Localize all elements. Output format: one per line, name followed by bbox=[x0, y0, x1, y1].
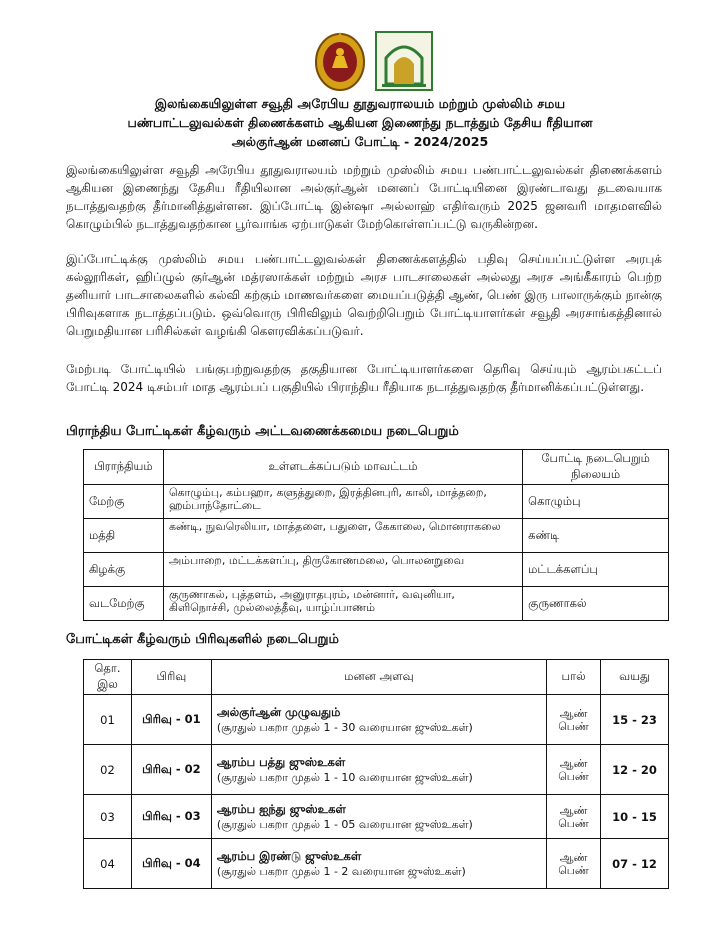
logo-strip bbox=[0, 30, 720, 94]
division-cell: பிரிவு - 04 bbox=[131, 839, 211, 889]
districts-cell: குருணாகல், புத்தளம், அனுராதபுரம், மன்னார், வவுனியா, கிளிநொச்சி, முல்லைத்தீவு, யாழ்ப்பாணம் bbox=[163, 587, 522, 621]
districts-cell: அம்பாறை, மட்டக்களப்பு, திருகோணமலை, பொலனறுவை bbox=[163, 553, 522, 587]
districts-cell: கண்டி, நுவரெலியா, மாத்தளை, பதுளை, கேகாலை, மொனராகலை bbox=[163, 519, 522, 553]
level-detail: (சூரதுல் பகறா முதல் 1 - 05 வரையான ஜுஸ்உகள்) bbox=[216, 818, 473, 831]
header-age: வயது bbox=[601, 660, 669, 695]
level-cell bbox=[211, 839, 546, 889]
region-cell: மத்தி bbox=[84, 519, 164, 553]
table-row bbox=[84, 745, 669, 795]
venue-cell: கண்டி bbox=[523, 519, 669, 553]
division-cell: பிரிவு - 03 bbox=[131, 795, 211, 839]
table-header-row bbox=[84, 450, 669, 485]
table-row bbox=[84, 795, 669, 839]
number-cell: 02 bbox=[84, 745, 132, 795]
title-line-2: பண்பாட்டலுவல்கள் திணைக்களம் ஆகியன இணைந்து நடாத்தும் தேசிய ரீதியான bbox=[127, 115, 593, 130]
title-line-3: அல்குர்ஆன் மனனப் போட்டி - 2024/2025 bbox=[231, 134, 489, 149]
division-cell: பிரிவு - 01 bbox=[131, 695, 211, 745]
header-number: தொ. இல bbox=[84, 660, 132, 695]
level-title: ஆரம்ப இரண்டு ஜுஸ்உகள் bbox=[216, 849, 362, 863]
header-districts: உள்ளடக்கப்படும் மாவட்டம் bbox=[163, 450, 522, 485]
header-division: பிரிவு bbox=[131, 660, 211, 695]
header-venue: போட்டி நடைபெறும் நிலையம் bbox=[523, 450, 669, 485]
level-title: அல்குர்ஆன் முழுவதும் bbox=[216, 705, 341, 719]
preliminary-paragraph: மேற்படி போட்டியில் பங்குபற்றுவதற்கு தகுதியான போட்டியாளர்களை தெரிவு செய்யும் ஆரம்பகட்டப் போட்டி 2024 டிசம்பர் மாத ஆரம்பப் பகுதியில் பிராந்திய ரீதியாக நடாத்துவதற்கு தீர்மானிக்கப்பட்டுள்ளது. bbox=[66, 362, 662, 394]
regional-heading: பிராந்திய போட்டிகள் கீழ்வரும் அட்டவணைக்கமைய நடைபெறும் bbox=[66, 424, 459, 439]
region-cell: மேற்கு bbox=[84, 485, 164, 519]
region-cell: கிழக்கு bbox=[84, 553, 164, 587]
header-region: பிராந்தியம் bbox=[84, 450, 164, 485]
number-cell: 01 bbox=[84, 695, 132, 745]
level-cell bbox=[211, 745, 546, 795]
number-cell: 03 bbox=[84, 795, 132, 839]
regional-table bbox=[83, 449, 669, 621]
header-gender: பால் bbox=[547, 660, 601, 695]
table-row bbox=[84, 553, 669, 587]
gender-cell: ஆண் பெண் bbox=[547, 795, 601, 839]
age-cell: 15 - 23 bbox=[601, 695, 669, 745]
level-title: ஆரம்ப பத்து ஜுஸ்உகள் bbox=[216, 755, 346, 769]
sri-lanka-emblem-icon bbox=[314, 30, 366, 92]
gender-cell: ஆண் பெண் bbox=[547, 745, 601, 795]
header-memorization-level: மனன அளவு bbox=[211, 660, 546, 695]
level-title: ஆரம்ப ஐந்து ஜுஸ்உகள் bbox=[216, 802, 346, 816]
venue-cell: குருணாகல் bbox=[523, 587, 669, 621]
region-cell: வடமேற்கு bbox=[84, 587, 164, 621]
venue-cell: மட்டக்களப்பு bbox=[523, 553, 669, 587]
level-cell bbox=[211, 695, 546, 745]
number-cell: 04 bbox=[84, 839, 132, 889]
level-detail: (சூரதுல் பகறா முதல் 1 - 10 வரையான ஜுஸ்உகள்) bbox=[216, 771, 473, 784]
title-line-1: இலங்கையிலுள்ள சவூதி அரேபிய தூதுவராலயம் மற்றும் முஸ்லிம் சமய bbox=[154, 96, 566, 111]
division-cell: பிரிவு - 02 bbox=[131, 745, 211, 795]
divisions-table bbox=[83, 659, 669, 889]
age-cell: 10 - 15 bbox=[601, 795, 669, 839]
document-title bbox=[40, 94, 680, 151]
divisions-heading: போட்டிகள் கீழ்வரும் பிரிவுகளில் நடைபெறும் bbox=[66, 632, 339, 647]
table-row bbox=[84, 519, 669, 553]
department-mosque-logo-icon bbox=[374, 30, 434, 92]
table-row bbox=[84, 839, 669, 889]
level-detail: (சூரதுல் பகறா முதல் 1 - 30 வரையான ஜுஸ்உகள்) bbox=[216, 721, 473, 734]
eligibility-paragraph: இப்போட்டிக்கு முஸ்லிம் சமய பண்பாட்டலுவல்கள் திணைக்களத்தில் பதிவு செய்யப்பட்டுள்ள அரபுக் கல்லூரிகள், ஹிப்ழுல் குர்ஆன் மத்ரஸாக்கள் மற்றும் அரச பாடசாலைகள் அல்லது அரச அங்கீகாரம் பெற்ற தனியார் பாடசாலைகளில் கல்வி கற்கும் மாணவர்களை மையப்படுத்தி ஆண், பெண் இரு பாலாருக்கும் நான்கு பிரிவுகளாக நடாத்தப்படும். ஒவ்வொரு பிரிவிலும் வெற்றிபெறும் போட்டியாளர்கள் சவூதி அரசாங்கத்தினால் பெறுமதியான பரிசில்கள் வழங்கி கௌரவிக்கப்படுவர். bbox=[66, 252, 662, 338]
gender-cell: ஆண் பெண் bbox=[547, 839, 601, 889]
intro-paragraph: இலங்கையிலுள்ள சவூதி அரேபிய தூதுவராலயம் மற்றும் முஸ்லிம் சமய பண்பாட்டலுவல்கள் திணைக்களம் ஆகியன இணைந்து தேசிய ரீதியிலான அல்குர்ஆன் மனனப் போட்டியினை இரண்டாவது தடவையாக நடாத்துவதற்கு தீர்மானித்துள்ளன. இப்போட்டி இன்ஷா அல்லாஹ் எதிர்வரும் 2025 ஜனவரி மாதமளவில் கொழும்பில் நடாத்துவதற்கான பூர்வாங்க ஏற்பாடுகள் மேற்கொள்ளப்பட்டு வருகின்றன. bbox=[66, 163, 662, 231]
level-detail: (சூரதுல் பகறா முதல் 1 - 2 வரையான ஜுஸ்உகள்) bbox=[216, 865, 466, 878]
age-cell: 07 - 12 bbox=[601, 839, 669, 889]
table-row bbox=[84, 485, 669, 519]
districts-cell: கொழும்பு, கம்பஹா, களுத்துறை, இரத்தினபுரி, காலி, மாத்தறை, ஹம்பாந்தோட்டை bbox=[163, 485, 522, 519]
table-row bbox=[84, 587, 669, 621]
venue-cell: கொழும்பு bbox=[523, 485, 669, 519]
table-header-row bbox=[84, 660, 669, 695]
table-row bbox=[84, 695, 669, 745]
age-cell: 12 - 20 bbox=[601, 745, 669, 795]
gender-cell: ஆண் பெண் bbox=[547, 695, 601, 745]
level-cell bbox=[211, 795, 546, 839]
